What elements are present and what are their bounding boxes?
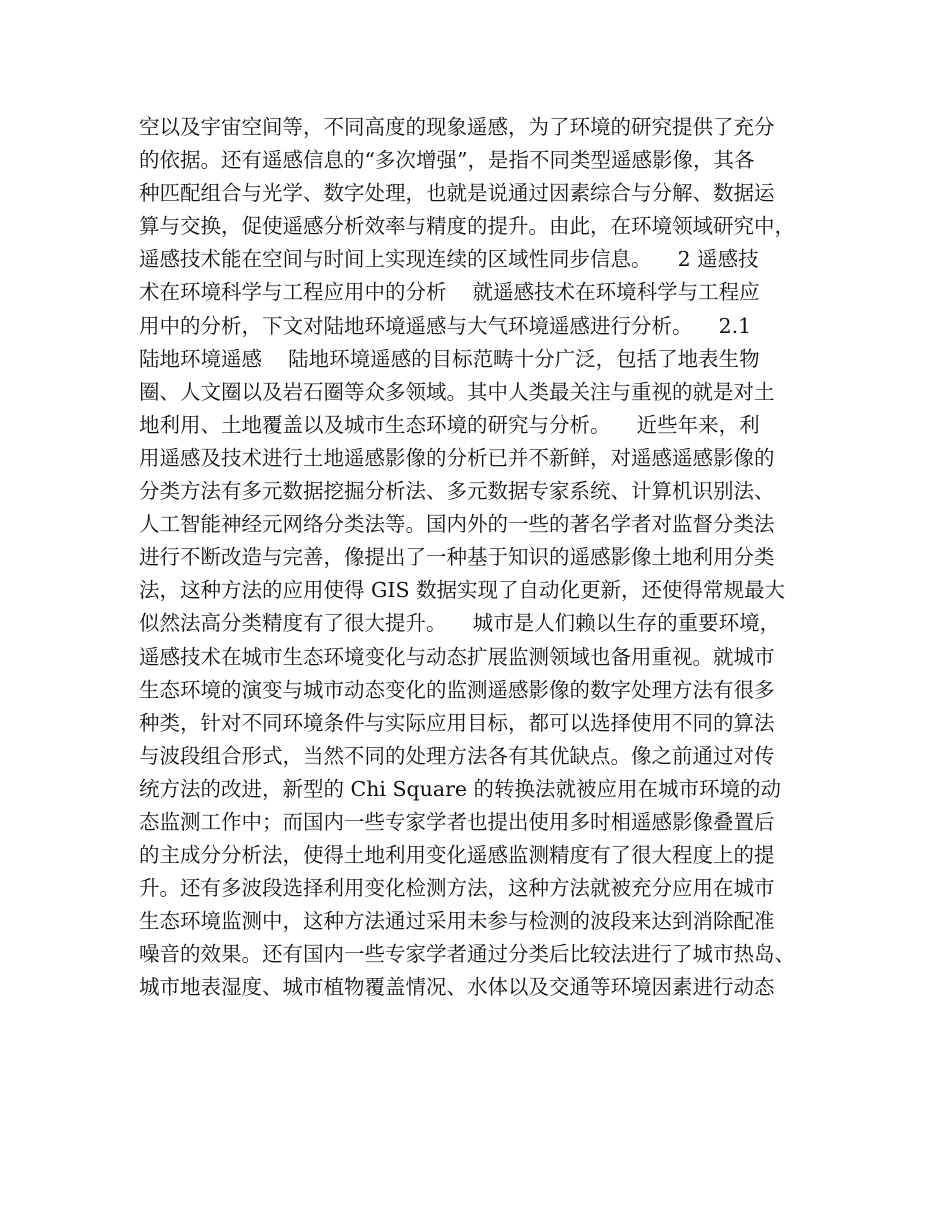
text-line: 生态环境监测中，这种方法通过采用未参与检测的波段来达到消除配准 <box>139 909 775 934</box>
text-line: 态监测工作中；而国内一些专家学者也提出使用多时相遥感影像叠置后 <box>139 809 775 834</box>
text-line: 遥感技术能在空间与时间上实现连续的区域性同步信息。 2 遥感技 <box>139 247 759 272</box>
text-line: 术在环境科学与工程应用中的分析 就遥感技术在环境科学与工程应 <box>139 280 760 305</box>
text-line: 遥感技术在城市生态环境变化与动态扩展监测领域也备用重视。就城市 <box>139 644 775 669</box>
body-text <box>139 111 829 1005</box>
text-line: 噪音的效果。还有国内一些专家学者通过分类后比较法进行了城市热岛、 <box>139 942 795 967</box>
text-line: 人工智能神经元网络分类法等。国内外的一些的著名学者对监督分类法 <box>139 512 775 537</box>
text-line: 进行不断改造与完善，像提出了一种基于知识的遥感影像土地利用分类 <box>139 545 775 570</box>
text-line: 统方法的改进，新型的 Chi Square 的转换法就被应用在城市环境的动 <box>139 776 782 801</box>
text-line: 似然法高分类精度有了很大提升。 城市是人们赖以生存的重要环境， <box>139 611 781 636</box>
text-line: 空以及宇宙空间等，不同高度的现象遥感，为了环境的研究提供了充分 <box>139 115 775 139</box>
text-line: 升。还有多波段选择利用变化检测方法，这种方法就被充分应用在城市 <box>139 876 775 901</box>
text-line: 陆地环境遥感 陆地环境遥感的目标范畴十分广泛，包括了地表生物 <box>139 346 760 371</box>
text-line: 的依据。还有遥感信息的“多次增强”，是指不同类型遥感影像，其各 <box>139 148 755 173</box>
text-line: 与波段组合形式，当然不同的处理方法各有其优缺点。像之前通过对传 <box>139 743 775 768</box>
text-line: 城市地表湿度、城市植物覆盖情况、水体以及交通等环境因素进行动态 <box>139 975 775 1000</box>
text-line: 种匹配组合与光学、数字处理，也就是说通过因素综合与分解、数据运 <box>139 181 775 206</box>
text-line: 算与交换，促使遥感分析效率与精度的提升。由此，在环境领域研究中， <box>139 214 795 239</box>
text-line: 种类，针对不同环境条件与实际应用目标，都可以选择使用不同的算法 <box>139 710 775 735</box>
text-line: 分类方法有多元数据挖掘分析法、多元数据专家系统、计算机识别法、 <box>139 479 775 504</box>
text-line: 生态环境的演变与城市动态变化的监测遥感影像的数字处理方法有很多 <box>139 677 775 702</box>
text-line: 圈、人文圈以及岩石圈等众多领域。其中人类最关注与重视的就是对土 <box>139 379 775 404</box>
text-line: 法，这种方法的应用使得 GIS 数据实现了自动化更新，还使得常规最大 <box>139 578 786 603</box>
text-line: 地利用、土地覆盖以及城市生态环境的研究与分析。 近些年来，利 <box>139 412 760 437</box>
text-line: 用遥感及技术进行土地遥感影像的分析已并不新鲜，对遥感遥感影像的 <box>139 445 775 470</box>
text-line: 的主成分分析法，使得土地利用变化遥感监测精度有了很大程度上的提 <box>139 843 775 868</box>
text-line: 用中的分析，下文对陆地环境遥感与大气环境遥感进行分析。 2.1 <box>139 313 752 338</box>
